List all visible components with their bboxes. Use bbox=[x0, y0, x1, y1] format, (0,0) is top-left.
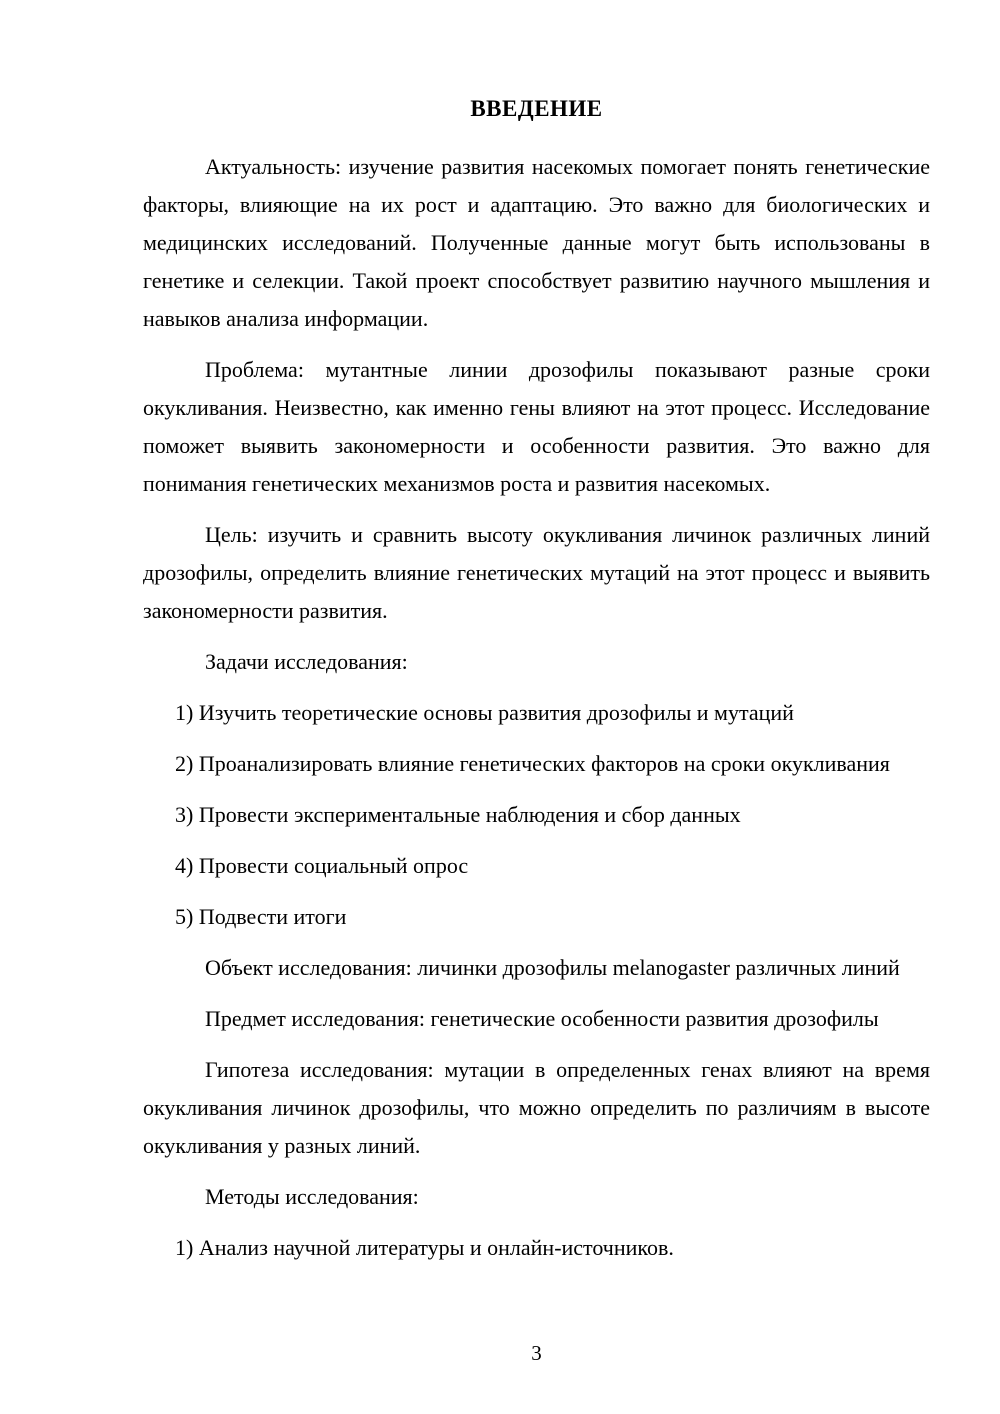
paragraph-metody-heading: Методы исследования: bbox=[205, 1184, 419, 1209]
task-item-4: 4) Провести социальный опрос bbox=[175, 853, 469, 878]
task-item-3: 3) Провести экспериментальные наблюдения и сбор данных bbox=[175, 802, 741, 827]
paragraph-predmet: Предмет исследования: генетические особенности развития дрозофилы bbox=[205, 1006, 879, 1031]
paragraph-zadachi-heading: Задачи исследования: bbox=[205, 649, 408, 674]
paragraph-gipoteza: Гипотеза исследования: мутации в определенных генах влияют на время окукливания личинок дрозофилы, что можно определить по различиям в высоте окукливания у разных линий. bbox=[143, 1057, 930, 1158]
paragraph-problema: Проблема: мутантные линии дрозофилы показывают разные сроки окукливания. Неизвестно, как именно гены влияют на этот процесс. Исследование поможет выявить закономерности и особенности развития. Это важно для понимания генетических механизмов роста и развития насекомых. bbox=[143, 357, 930, 496]
task-item-1: 1) Изучить теоретические основы развития дрозофилы и мутаций bbox=[175, 700, 794, 725]
method-item-1: 1) Анализ научной литературы и онлайн-источников. bbox=[175, 1235, 674, 1260]
page-number: 3 bbox=[531, 1341, 542, 1365]
paragraph-aktualnost: Актуальность: изучение развития насекомых помогает понять генетические факторы, влияющие на их рост и адаптацию. Это важно для биологических и медицинских исследований. Полученные данные могут быть использованы в генетике и селекции. Такой проект способствует развитию научного мышления и навыков анализа информации. bbox=[143, 154, 930, 331]
task-item-2: 2) Проанализировать влияние генетических факторов на сроки окукливания bbox=[175, 751, 890, 776]
paragraph-tsel: Цель: изучить и сравнить высоту окукливания личинок различных линий дрозофилы, определить влияние генетических мутаций на этот процесс и выявить закономерности развития. bbox=[143, 522, 930, 623]
page-title: ВВЕДЕНИЕ bbox=[470, 96, 603, 121]
paragraph-obekt: Объект исследования: личинки дрозофилы melanogaster различных линий bbox=[205, 955, 900, 980]
task-item-5: 5) Подвести итоги bbox=[175, 904, 347, 929]
